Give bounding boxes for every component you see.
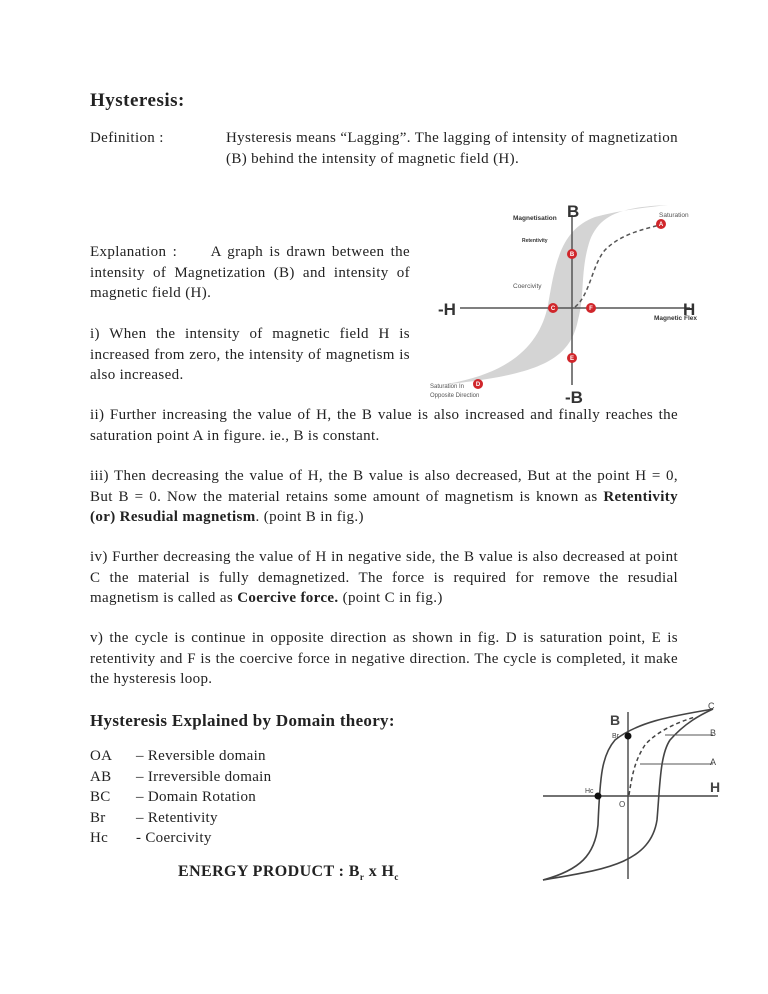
b-axis-label: B [610,712,621,728]
list-item [90,767,271,788]
hysteresis-figure-2 [530,695,730,890]
point-d-label: D [475,382,481,388]
list-item [90,808,271,829]
list-key: OA [90,748,113,764]
point-iv-tail: (point C in fig.) [338,590,443,607]
point-v: v) the cycle is continue in opposite direction as shown in fig. D is saturation point, E is retentivity and F is the coercive force in negative direction. The cycle is completed, it make the hysteresis loop. [90,630,678,688]
origin-label: O [619,800,626,809]
saturation-label: Saturation [659,212,689,219]
list-value: – Retentivity [136,809,218,826]
point-c-label: C [550,306,556,312]
list-value: – Irreversible domain [136,768,272,785]
h-axis-label: H [683,300,696,319]
saturation-opposite-label-2: Opposite Direction [430,393,480,399]
list-key: BC [90,789,111,805]
point-iii [90,466,678,528]
energy-sub-r: r [359,872,365,883]
list-item [90,787,271,808]
retentivity-term: Retentivity (or) Resudial magnetism [90,488,678,526]
hysteresis-figure-1 [420,195,710,405]
list-key: AB [90,768,112,785]
saturation-opposite-label-1: Saturation In [430,384,465,390]
definition-label: Definition : [90,130,164,146]
point-iv-text: iv) Further decreasing the value of H in negative side, the B value is also decreased at point C the material is fully demagnetized. The force is required for remove the resudial magnetism is called as [90,549,678,607]
energy-product [178,863,399,882]
explanation-paragraph [90,242,410,304]
coercive-force-term: Coercive force. [237,590,339,607]
list-item [90,828,271,849]
magnetisation-label: Magnetisation [513,215,557,222]
list-value: – Reversible domain [136,748,266,764]
neg-h-axis-label: -H [438,300,456,319]
definition-text: Hysteresis means “Lagging”. The lagging of intensity of magnetization (B) behind the intensity of magnetic field (H). [226,130,678,167]
explanation-label: Explanation : [90,244,178,260]
point-a-label: A [658,222,664,228]
domain-theory-heading: Hysteresis Explained by Domain theory: [90,711,395,730]
coercivity-label: Coercivity [513,283,542,290]
list-key: Br [90,809,106,826]
b-axis-label: B [567,202,580,221]
c-label: C [708,701,715,711]
neg-b-axis-label: -B [565,388,583,405]
domain-list [90,746,271,849]
page-title: Hysteresis: [90,90,185,111]
br-label: Br [612,733,619,740]
point-b-label: B [569,252,575,258]
a-label: A [710,757,717,767]
explanation-text: A graph is drawn between the intensity of Magnetization (B) and intensity of magnetic field (H). [90,244,411,302]
br-point [625,733,632,740]
initial-curve-dashed [629,717,695,795]
b-point-label: B [710,728,717,738]
point-f-label: F [589,306,593,312]
energy-text: ENERGY PRODUCT : B [178,863,360,880]
magnetic-flex-label: Magnetic Flex [654,315,697,322]
hc-label: Hc [585,788,594,795]
point-iii-text: iii) Then decreasing the value of H, the B value is also decreased, But at the point H = 0, But B = 0. Now the material retains some amount of magnetism is known as [90,468,678,505]
point-ii: ii) Further increasing the value of H, the B value is also increased and finally reaches the saturation point A in figure. ie., B is constant. [90,407,678,444]
point-e-label: E [569,356,575,362]
hc-point [595,793,602,800]
point-iv [90,547,678,609]
h-axis-label: H [710,779,721,795]
list-value: - Coercivity [136,830,212,846]
point-i: i) When the intensity of magnetic field H is increased from zero, the intensity of magnetism is also increased. [90,326,410,384]
list-key: Hc [90,830,109,846]
retentivity-label: Retentivity [522,238,548,244]
list-value: – Domain Rotation [136,789,257,805]
energy-x: x H [364,863,395,880]
energy-sub-c: c [394,872,399,883]
point-iii-tail: . (point B in fig.) [255,509,364,526]
list-item [90,746,271,767]
